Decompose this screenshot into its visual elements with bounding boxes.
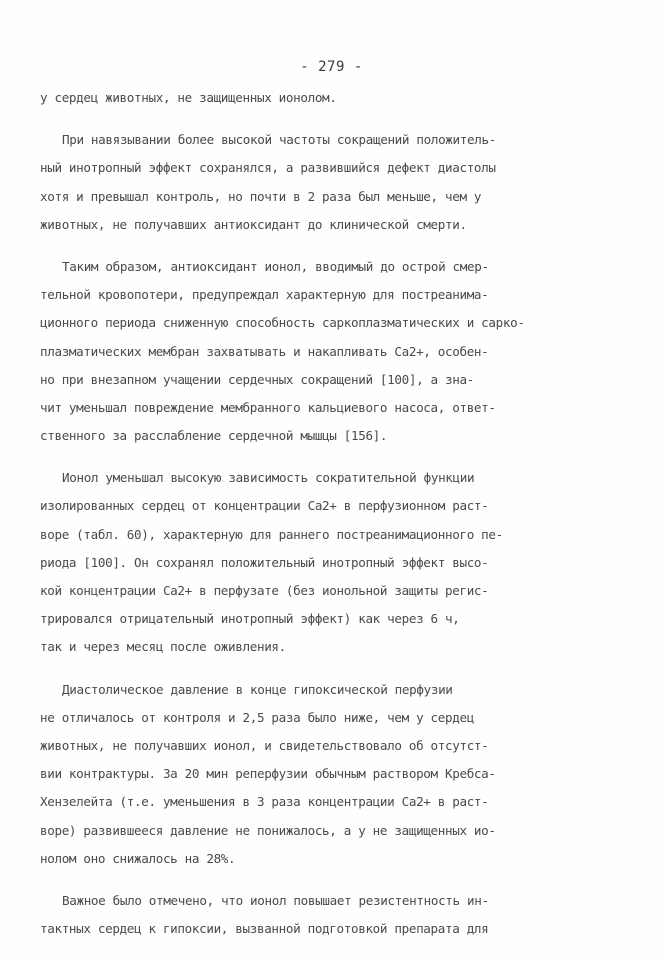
page-number: - 279 - <box>300 59 363 75</box>
text-line: вии контрактуры. За 20 мин реперфузии обычным раствором Кребса- <box>40 766 496 782</box>
text-line: Ионол уменьшал высокую зависимость сократительной функции <box>62 470 475 486</box>
text-line: тактных сердец к гипоксии, вызванной подготовкой препарата для <box>40 921 489 937</box>
paragraph <box>40 887 571 943</box>
paragraph <box>40 126 571 239</box>
text-line: животных, не получавших антиоксидант до клинической смерти. <box>40 216 467 232</box>
text-line: ционного периода сниженную способность саркоплазматических и сарко- <box>40 315 525 331</box>
paragraph-gap <box>40 112 571 126</box>
text-line: у сердец животных, не защищенных ионолом. <box>40 90 337 105</box>
text-line: Важное было отмечено, что ионол повышает резистентность ин- <box>62 892 489 908</box>
text-line: трировался отрицательный инотропный эффект) как через 6 ч, <box>40 611 460 627</box>
text-line: воре) развившееся давление не понижалось, а у не защищенных ио- <box>40 822 496 838</box>
text-line: кой концентрации Ca2+ в перфузате (без ионольной защиты регис- <box>40 583 489 598</box>
text-line: Таким образом, антиоксидант ионол, вводимый до острой смер- <box>62 258 489 274</box>
paragraph-gap <box>40 662 571 676</box>
text-line: Диастолическое давление в конце гипоксической перфузии <box>62 681 453 697</box>
paragraph-gap <box>40 873 571 887</box>
paragraph-gap <box>40 239 571 253</box>
text-line: изолированных сердец от концентрации Ca2+ в перфузионном раст- <box>40 498 489 514</box>
text-line: риода [100]. Он сохранял положительный инотропный эффект высо- <box>40 554 489 570</box>
text-line: нолом оно снижалось на 28%. <box>40 850 236 866</box>
text-line: ный инотропный эффект сохранялся, а развившийся дефект диастолы <box>40 160 496 176</box>
text-line: но при внезапном учащении сердечных сокращений [100], а зна- <box>40 371 474 387</box>
text-line: плазматических мембран захватывать и накапливать Ca2+, особен- <box>40 343 489 359</box>
text-line: При навязывании более высокой частоты сокращений положитель- <box>62 132 496 148</box>
paragraph-gap <box>40 450 571 464</box>
text-line: Хензелейта (т.е. уменьшения в 3 раза концентрации Ca2+ в раст- <box>40 794 489 810</box>
paragraph <box>40 84 571 112</box>
body-text <box>40 84 571 943</box>
text-line: животных, не получавших ионол, и свидетельствовало об отсутст- <box>40 737 489 753</box>
text-line: воре (табл. 60), характерную для раннего постреанимационного пе- <box>40 526 503 542</box>
paragraph <box>40 676 571 873</box>
paragraph <box>40 464 571 661</box>
text-line: так и через месяц после оживления. <box>40 639 286 655</box>
text-line: ственного за расслабление сердечной мышцы [156]. <box>40 428 388 444</box>
paragraph <box>40 253 571 450</box>
text-line: тельной кровопотери, предупреждал характерную для постреанима- <box>40 287 489 303</box>
text-line: хотя и превышал контроль, но почти в 2 раза был меньше, чем у <box>40 188 482 204</box>
text-line: не отличалось от контроля и 2,5 раза было ниже, чем у сердец <box>40 709 474 725</box>
text-line: чит уменьшал повреждение мембранного кальциевого насоса, ответ- <box>40 399 496 415</box>
